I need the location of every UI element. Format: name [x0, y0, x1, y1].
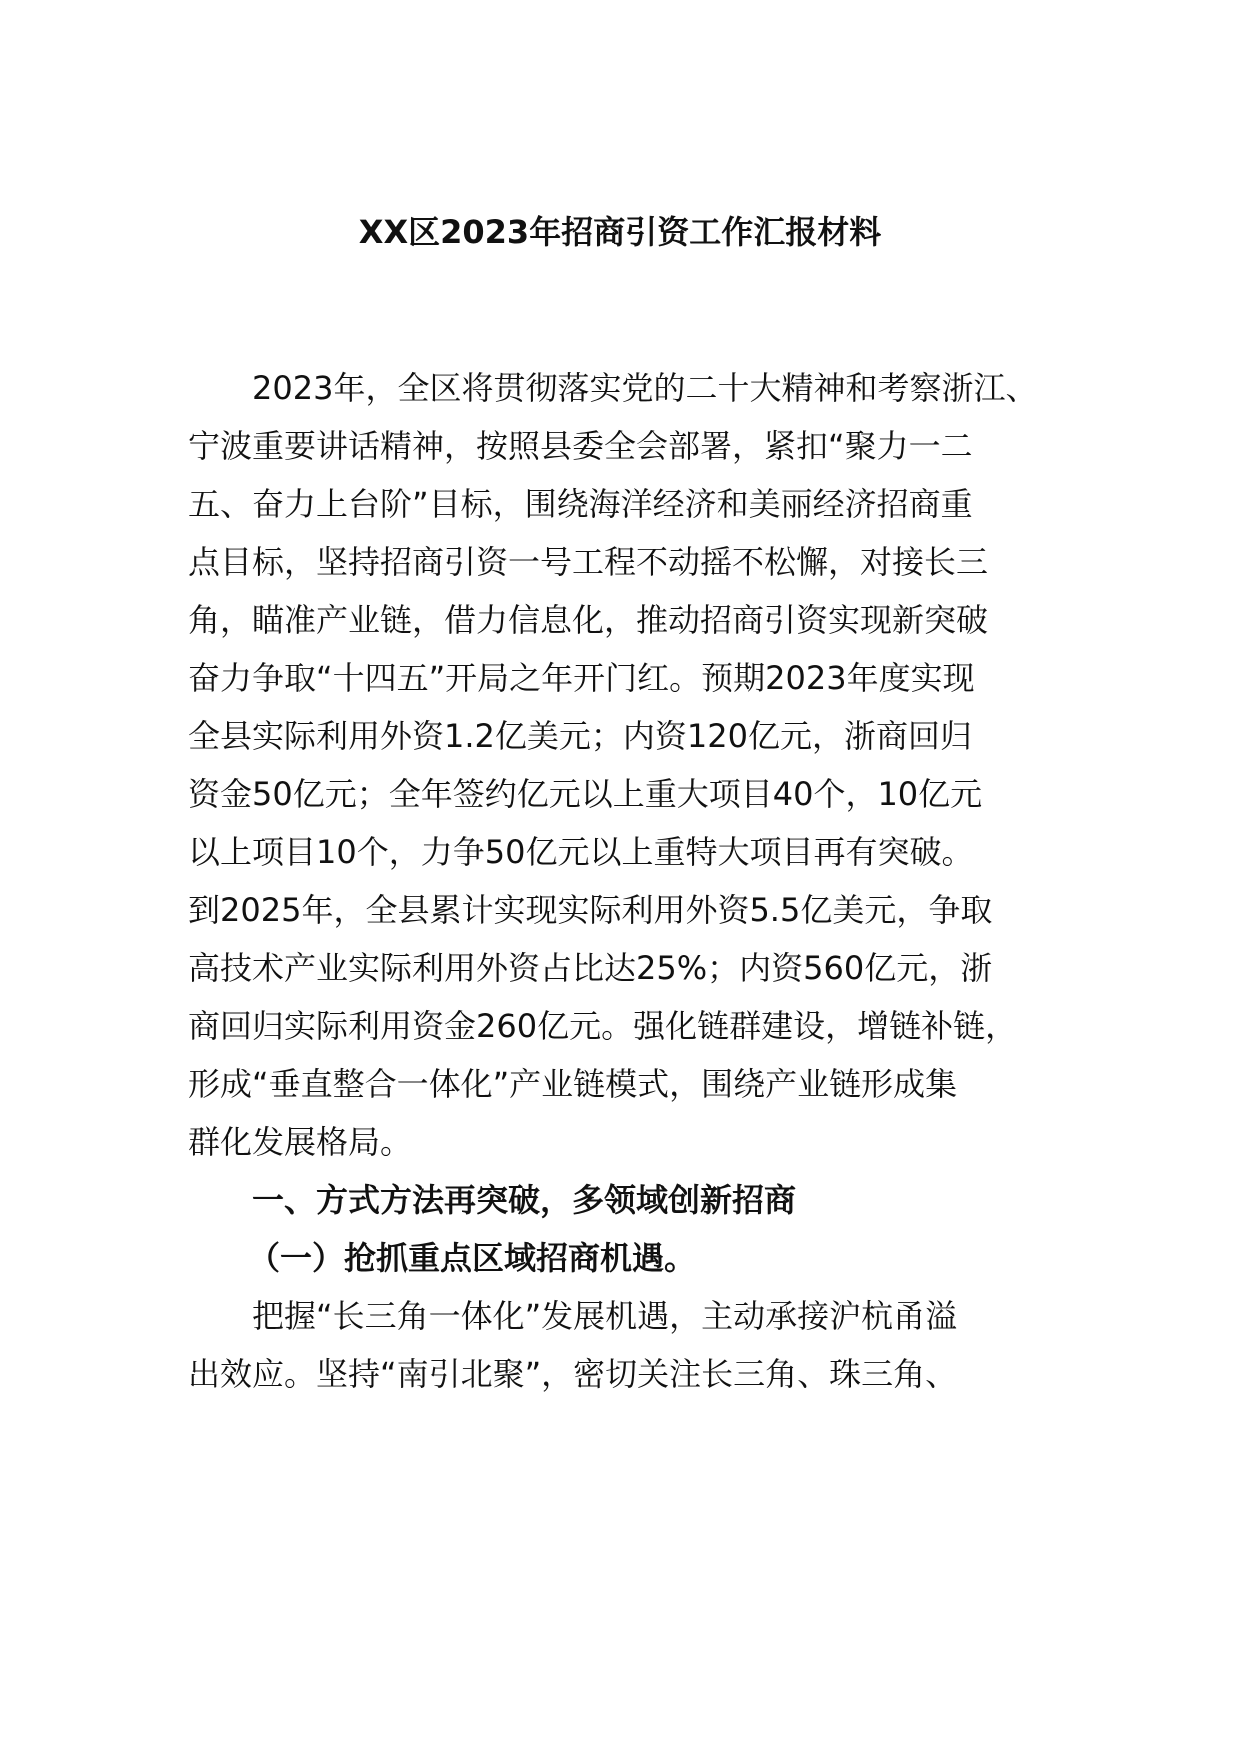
paragraph-1-line-9: 以上项目10个，力争50亿元以上重特大项目再有突破。	[188, 833, 974, 871]
document-title: XX区2023年招商引资工作汇报材料	[358, 213, 882, 251]
paragraph-1-line-11: 高技术产业实际利用外资占比达25%；内资560亿元，浙	[188, 949, 993, 987]
paragraph-1-line-8: 资金50亿元；全年签约亿元以上重大项目40个，10亿元	[188, 775, 983, 813]
subsection-heading-1: （一）抢抓重点区域招商机遇。	[248, 1239, 697, 1277]
paragraph-1-line-10: 到2025年，全县累计实现实际利用外资5.5亿美元，争取	[188, 891, 993, 929]
paragraph-1-line-13: 形成“垂直整合一体化”产业链模式，围绕产业链形成集	[188, 1065, 958, 1103]
paragraph-2-line-1: 把握“长三角一体化”发展机遇，主动承接沪杭甬溢	[252, 1297, 958, 1335]
paragraph-2-line-2: 出效应。坚持“南引北聚”，密切关注长三角、珠三角、	[188, 1355, 958, 1393]
section-heading-1: 一、方式方法再突破，多领域创新招商	[252, 1181, 797, 1219]
paragraph-1-line-7: 全县实际利用外资1.2亿美元；内资120亿元，浙商回归	[188, 717, 972, 755]
paragraph-1-line-5: 角，瞄准产业链，借力信息化，推动招商引资实现新突破	[188, 601, 989, 639]
paragraph-1-line-14: 群化发展格局。	[188, 1123, 413, 1161]
paragraph-1-line-2: 宁波重要讲话精神，按照县委全会部署，紧扣“聚力一二	[188, 427, 973, 465]
paragraph-1-line-12: 商回归实际利用资金260亿元。强化链群建设，增链补链，	[188, 1007, 1018, 1045]
paragraph-1-line-6: 奋力争取“十四五”开局之年开门红。预期2023年度实现	[188, 659, 975, 697]
paragraph-1-line-3: 五、奋力上台阶”目标，围绕海洋经济和美丽经济招商重	[188, 485, 973, 523]
paragraph-1-line-4: 点目标，坚持招商引资一号工程不动摇不松懈，对接长三	[188, 543, 989, 581]
paragraph-1-line-1: 2023年，全区将贯彻落实党的二十大精神和考察浙江、	[252, 369, 1038, 407]
